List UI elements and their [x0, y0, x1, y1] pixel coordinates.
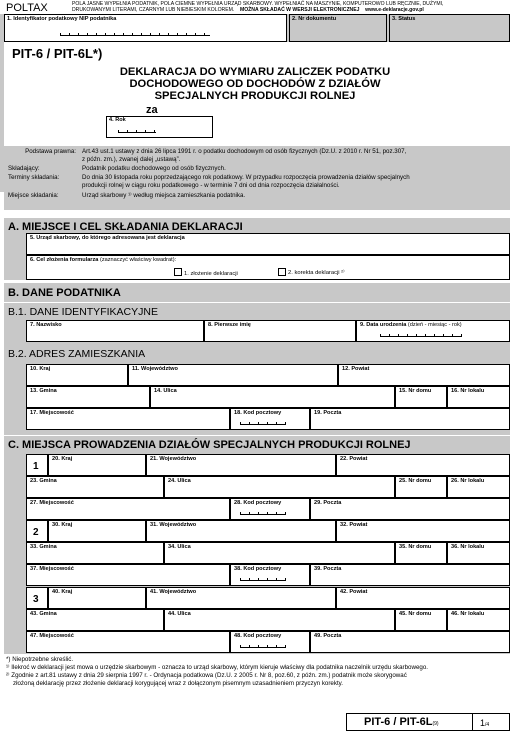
footnote-star: *) Niepotrzebne skreślić.	[6, 656, 74, 663]
b2-label-country: 10. Kraj	[30, 366, 51, 372]
place-1-city-label: 27. Miejscowość	[30, 500, 74, 506]
place-3-house-label: 45. Nr domu	[399, 611, 432, 617]
submission-checkbox[interactable]	[174, 268, 182, 276]
instr-line-2: DRUKOWANYMI LITERAMI, CZARNYM LUB NIEBIESKIM KOLOREM. MOŻNA SKŁADAĆ W WERSJI ELEKTRONICZNEJ www.e-deklaracje.gov.pl	[72, 7, 424, 13]
place-3-post-office-label: 49. Poczta	[314, 633, 342, 639]
place-2-country-label: 30. Kraj	[52, 522, 73, 528]
tax-office-label: 5. Urząd skarbowy, do którego adresowana jest deklaracja	[30, 235, 185, 241]
submission-label: 1. złożenie deklaracji	[184, 271, 238, 277]
deadline-label: Terminy składania:	[8, 174, 60, 181]
b2-label-street: 14. Ulica	[154, 388, 177, 394]
place-3-country-label: 40. Kraj	[52, 589, 73, 595]
place-2-post-office-label: 39. Poczta	[314, 566, 342, 572]
place-3-county-label: 42. Powiat	[340, 589, 368, 595]
footer-form-code: PIT-6 / PIT-6L(9)	[364, 716, 439, 728]
birth-date-label: 9. Data urodzenia (dzień - miesiąc - rok)	[360, 322, 462, 328]
place-2-street-field[interactable]	[164, 542, 395, 564]
place-1-number: 1	[33, 461, 39, 472]
footnotes	[6, 656, 506, 688]
basis-line-2: z późn. zm.), zwanej dalej „ustawą”.	[82, 156, 181, 163]
form-title	[0, 66, 510, 102]
place-1-post-office-label: 29. Poczta	[314, 500, 342, 506]
place-3-street-field[interactable]	[164, 609, 395, 631]
b2-label-county: 12. Powiat	[342, 366, 370, 372]
fill-instructions	[72, 1, 510, 13]
title-line-2: DOCHODOWEGO OD DOCHODÓW Z DZIAŁÓW	[129, 78, 381, 90]
place-label: Miejsce składania:	[8, 192, 59, 199]
section-b2-title: B.2. ADRES ZAMIESZKANIA	[8, 348, 146, 360]
b2-label-house: 15. Nr domu	[399, 388, 432, 394]
birth-date-cells	[380, 334, 462, 337]
title-line-1: DEKLARACJA DO WYMIARU ZALICZEK PODATKU	[119, 66, 391, 78]
section-b1-title: B.1. DANE IDENTYFIKACYJNE	[8, 306, 158, 318]
b2-label-apartment: 16. Nr lokalu	[451, 388, 485, 394]
place-3-commune-label: 43. Gmina	[30, 611, 57, 617]
place-3-street-label: 44. Ulica	[168, 611, 191, 617]
place-1-postcode-cells	[240, 512, 286, 515]
place-1-commune-label: 23. Gmina	[30, 478, 57, 484]
basis-label: Podstawa prawna:	[25, 148, 76, 155]
deadline-line-1: Do dnia 30 listopada roku poprzedzającego rok podatkowy. W przypadku rozpoczęcia prowadzenia działów specjalnych	[82, 174, 410, 181]
place-2-city-label: 37. Miejscowość	[30, 566, 74, 572]
purpose-label: 6. Cel złożenia formularza (zaznaczyć właściwy kwadrat):	[30, 257, 177, 263]
place-2-apartment-label: 36. Nr lokalu	[451, 544, 485, 550]
form-code: PIT-6 / PIT-6L*)	[12, 46, 103, 61]
b2-label-post-office: 19. Poczta	[314, 410, 342, 416]
page-number: 1/4	[480, 718, 490, 728]
place-3-city-label: 47. Miejscowość	[30, 633, 74, 639]
deadline-line-2: produkcji rolnej w ciągu roku podatkowego - w terminie 7 dni od dnia rozpoczęcia działalności.	[82, 182, 340, 189]
place-text: Urząd skarbowy ¹⁾ według miejsca zamieszkania podatnika.	[82, 192, 246, 199]
place-2-postcode-label: 38. Kod pocztowy	[234, 566, 282, 572]
correction-label: 2. korekta deklaracji ²⁾	[288, 270, 345, 276]
place-2-house-label: 35. Nr domu	[399, 544, 432, 550]
place-3-number: 3	[33, 594, 39, 605]
place-3-postcode-cells	[240, 645, 286, 648]
b2-postcode-cells	[240, 422, 286, 425]
brand-logo: POLTAX	[6, 2, 48, 14]
footnote-2-line-1: ²⁾ Zgodnie z art.81 ustawy z dnia 29 sierpnia 1997 r. - Ordynacja podatkowa (Dz.U. z 2005 r. Nr 8, poz.60, z późn. zm.) podatnik może skorygować	[6, 672, 407, 679]
section-b-title: B. DANE PODATNIKA	[8, 287, 121, 299]
section-b-divider	[4, 302, 510, 303]
place-3-voivodeship-label: 41. Województwo	[150, 589, 197, 595]
nip-cells	[60, 33, 210, 36]
correction-checkbox[interactable]	[278, 268, 286, 276]
year-cells	[118, 130, 156, 133]
place-1-county-label: 22. Powiat	[340, 456, 368, 462]
place-1-postcode-label: 28. Kod pocztowy	[234, 500, 282, 506]
filer-label: Składający:	[8, 165, 40, 172]
place-1-street-field[interactable]	[164, 476, 395, 498]
footer-divider	[472, 713, 473, 731]
place-1-house-label: 25. Nr domu	[399, 478, 432, 484]
place-2-postcode-cells	[240, 578, 286, 581]
section-a-title: A. MIEJSCE I CEL SKŁADANIA DEKLARACJI	[8, 221, 243, 233]
place-2-commune-label: 33. Gmina	[30, 544, 57, 550]
place-1-apartment-label: 26. Nr lokalu	[451, 478, 485, 484]
za-label: za	[146, 104, 158, 116]
place-1-street-label: 24. Ulica	[168, 478, 191, 484]
b2-label-voivodeship: 11. Województwo	[132, 366, 178, 372]
status-label: 3. Status	[392, 16, 416, 22]
place-2-voivodeship-label: 31. Województwo	[150, 522, 197, 528]
b2-label-postcode: 18. Kod pocztowy	[234, 410, 282, 416]
filer-text: Podatnik podatku dochodowego od osób fizycznych.	[82, 165, 226, 172]
nip-label: 1. Identyfikator podatkowy NIP podatnika	[7, 16, 117, 22]
footnote-2-line-2: złożoną deklarację przez złożenie deklaracji korygującej wraz z dołączonym pisemnym uzasadnieniem przyczyn korekty.	[13, 680, 344, 687]
year-label: 4. Rok	[109, 117, 126, 123]
document-number-label: 2. Nr dokumentu	[292, 16, 337, 22]
place-3-apartment-label: 46. Nr lokalu	[451, 611, 485, 617]
basis-line-1: Art.43 ust.1 ustawy z dnia 26 lipca 1991 r. o podatku dochodowym od osób fizycznych (Dz.U. z 2010 r. Nr 51, poz.307,	[82, 148, 407, 155]
place-1-country-label: 20. Kraj	[52, 456, 73, 462]
section-c-title: C. MIEJSCA PROWADZENIA DZIAŁÓW SPECJALNYCH PRODUKCJI ROLNEJ	[8, 439, 411, 451]
place-2-county-label: 32. Powiat	[340, 522, 368, 528]
surname-label: 7. Nazwisko	[30, 322, 62, 328]
b2-field-street[interactable]	[150, 386, 395, 408]
place-2-number: 2	[33, 527, 39, 538]
place-1-voivodeship-label: 21. Województwo	[150, 456, 197, 462]
title-line-3: SPECJALNYCH PRODUKCJI ROLNEJ	[154, 90, 356, 102]
place-2-street-label: 34. Ulica	[168, 544, 191, 550]
b2-label-commune: 13. Gmina	[30, 388, 57, 394]
instr-line-1: POLA JASNE WYPEŁNIA PODATNIK, POLA CIEMNE WYPEŁNIA URZĄD SKARBOWY. WYPEŁNIAĆ NA MASZYNIE, KOMPUTEROWO LUB RĘCZNIE, DUŻYMI,	[72, 1, 444, 7]
footnote-1: ¹⁾ Ilekroć w deklaracji jest mowa o urzędzie skarbowym - oznacza to urząd skarbowy, którym kieruje właściwy dla podatnika naczelnik urzędu skarbowego.	[6, 664, 428, 671]
first-name-label: 8. Pierwsze imię	[208, 322, 251, 328]
b2-label-city: 17. Miejscowość	[30, 410, 74, 416]
place-3-postcode-label: 48. Kod pocztowy	[234, 633, 282, 639]
